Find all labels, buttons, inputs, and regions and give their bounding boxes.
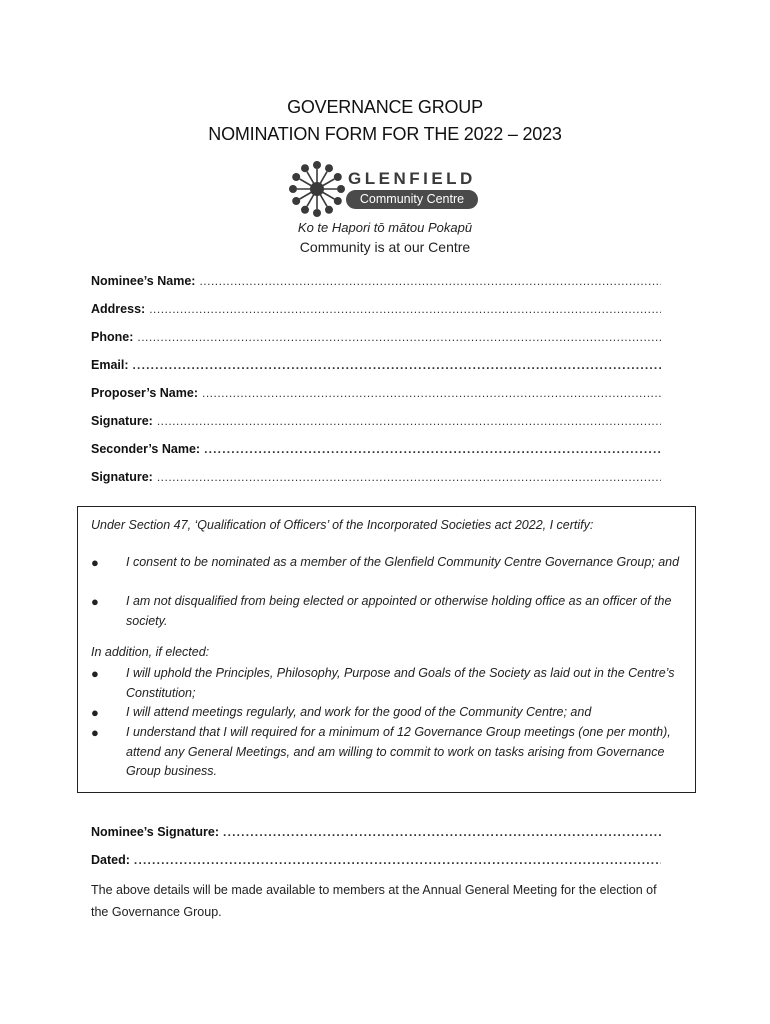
fill-line[interactable] — [149, 302, 661, 316]
field-label: Proposer’s Name: — [91, 386, 198, 400]
dated-field[interactable] — [91, 853, 661, 873]
community-circle-icon — [288, 160, 346, 218]
form-subtitle: NOMINATION FORM FOR THE 2022 – 2023 — [208, 124, 562, 144]
nominee-name-field[interactable] — [91, 274, 661, 294]
fill-line[interactable] — [157, 414, 661, 428]
proposer-signature-field[interactable] — [91, 414, 661, 434]
fill-line[interactable] — [134, 853, 661, 867]
field-label: Seconder’s Name: — [91, 442, 201, 456]
proposer-name-field[interactable] — [91, 386, 661, 406]
tagline-english: Community is at our Centre — [299, 239, 471, 255]
footer-note: The above details will be made available to members at the Annual General Meeting for the election of the Governance Group. — [91, 883, 657, 919]
field-label: Nominee’s Signature: — [91, 825, 220, 839]
seconder-name-field[interactable] — [91, 442, 661, 462]
seconder-signature-field[interactable] — [91, 470, 661, 490]
field-label: Phone: — [91, 330, 134, 344]
fill-line[interactable] — [137, 330, 661, 344]
certification-intro: Under Section 47, ‘Qualification of Officers’ of the Incorporated Societies act 2022, I certify: — [91, 518, 594, 532]
fill-line[interactable] — [223, 825, 661, 839]
bullet-icon: ● — [91, 705, 99, 720]
certification-box: Under Section 47, ‘Qualification of Officers’ of the Incorporated Societies act 2022, I certify: ● I consent to be nominated as a member of the Glenfield Community Centre Governance Group; and ● I am not disqualified from being elected or appointed or otherwise holding office as an officer of the society. In addition, if elected: ● I will uphold the Principles, Philosophy, Purpose and Goals of the Society as laid out in the Centre’s Constitution; ● I will attend meetings regularly, and work for the good of the Community Centre; and ● I understand that I will required for a minimum of 12 Governance Group meetings (one per month), attend any General Meetings, and am willing to commit to work on tasks arising from Governance Group business. — [77, 506, 696, 793]
field-label: Signature: — [91, 470, 153, 484]
fill-line[interactable] — [157, 470, 661, 484]
field-label: Nominee’s Name: — [91, 274, 196, 288]
fill-line[interactable] — [133, 358, 661, 372]
bullet-icon: ● — [91, 555, 99, 570]
additional-heading: In addition, if elected: — [91, 645, 210, 659]
email-field[interactable] — [91, 358, 661, 378]
phone-field[interactable] — [91, 330, 661, 350]
nominee-signature-field[interactable] — [91, 825, 661, 845]
address-field[interactable] — [91, 302, 661, 322]
fill-line[interactable] — [204, 442, 661, 456]
field-label: Signature: — [91, 414, 153, 428]
field-label: Address: — [91, 302, 146, 316]
bullet-icon: ● — [91, 594, 99, 609]
field-label: Dated: — [91, 853, 130, 867]
logo-name: GLENFIELD — [348, 169, 476, 188]
fill-line[interactable] — [199, 274, 661, 288]
bullet-icon: ● — [91, 725, 99, 740]
bullet-icon: ● — [91, 666, 99, 681]
tagline-maori: Ko te Hapori tō mātou Pokapū — [297, 220, 473, 235]
field-label: Email: — [91, 358, 129, 372]
logo-subtitle: Community Centre — [346, 190, 478, 209]
fill-line[interactable] — [202, 386, 661, 400]
form-title: GOVERNANCE GROUP — [287, 97, 483, 117]
